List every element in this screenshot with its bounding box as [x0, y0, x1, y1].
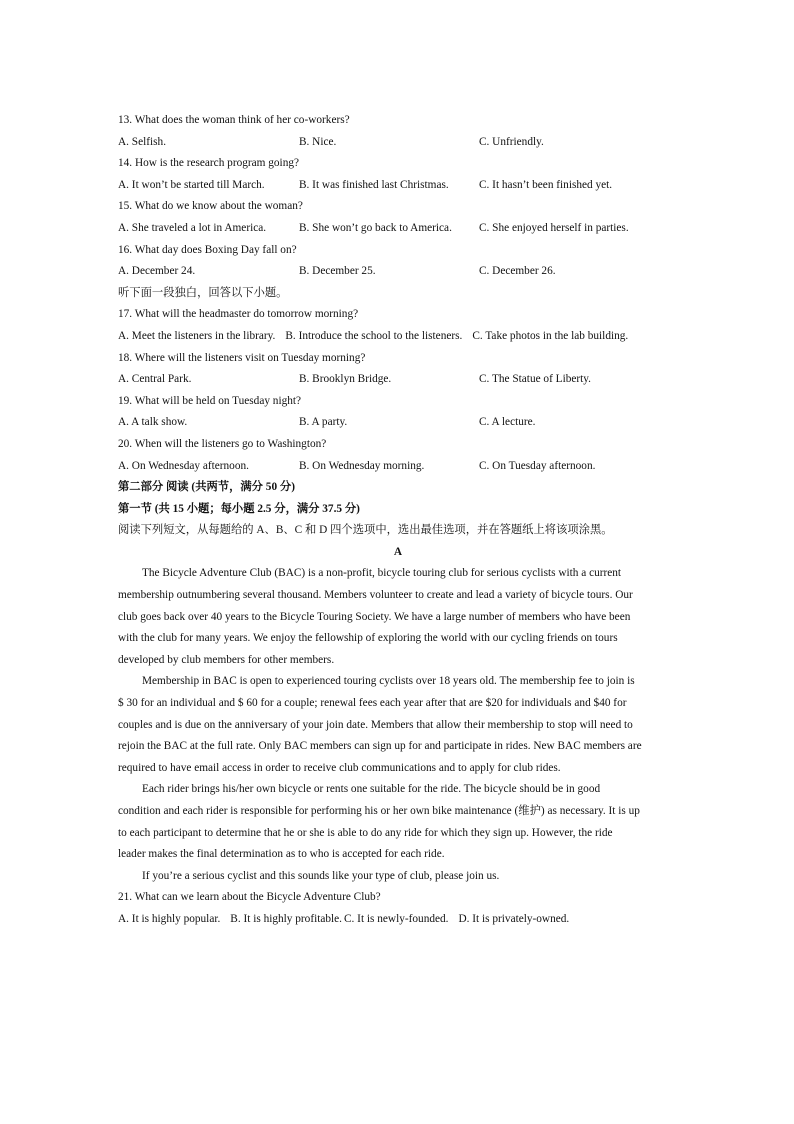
option-c: C. She enjoyed herself in parties. [479, 221, 629, 234]
question-17: 17. What will the headmaster do tomorrow morning? [118, 308, 359, 321]
paragraph-line: Membership in BAC is open to experienced touring cyclists over 18 years old. The membership fee to join is [142, 675, 635, 688]
paragraph-line: Each rider brings his/her own bicycle or rents one suitable for the ride. The bicycle should be in good [142, 783, 601, 796]
paragraph-line: with the club for many years. We enjoy the fellowship of exploring the world with our cycling friends on tours [118, 632, 618, 645]
options-14 [118, 175, 678, 197]
option-a: A. A talk show. [118, 416, 188, 429]
options-19 [118, 412, 678, 434]
option-b: B. She won’t go back to America. [299, 221, 452, 234]
passage-paragraph-4 [118, 866, 678, 888]
options-16 [118, 261, 678, 283]
question-19: 19. What will be held on Tuesday night? [118, 394, 302, 407]
option-b: B. It is highly profitable. [230, 912, 342, 925]
question-20: 20. When will the listeners go to Washington? [118, 437, 327, 450]
option-a: A. She traveled a lot in America. [118, 221, 267, 234]
option-c: C. It is newly-founded. [344, 912, 449, 925]
paragraph-line: club goes back over 40 years to the Bicycle Touring Society. We have a large number of members who have been [118, 610, 631, 623]
paragraph-line: couples and is due on the anniversary of your join date. Members that allow their membership to stop will need to [118, 718, 633, 731]
option-c: C. December 26. [479, 265, 556, 278]
option-b: B. A party. [299, 416, 348, 429]
option-c: C. Take photos in the lab building. [472, 329, 629, 342]
option-b: B. Nice. [299, 135, 337, 148]
paragraph-line: If you’re a serious cyclist and this sounds like your type of club, please join us. [142, 869, 500, 882]
passage-label: A [393, 545, 403, 558]
options-18 [118, 369, 678, 391]
section-one-title: 第一节 (共 15 小题；每小题 2.5 分，满分 37.5 分) [118, 502, 360, 515]
option-b: B. Introduce the school to the listeners. [285, 329, 463, 342]
option-b: B. It was finished last Christmas. [299, 178, 449, 191]
paragraph-line: to each participant to determine that he or she is able to do any ride for which they sign up. However, the ride [118, 826, 613, 839]
option-a: A. It is highly popular. [118, 912, 221, 925]
paragraph-line: rejoin the BAC at the full rate. Only BAC members can sign up for and participate in rides. New BAC members are [118, 740, 642, 753]
option-c: C. Unfriendly. [479, 135, 544, 148]
question-18: 18. Where will the listeners visit on Tuesday morning? [118, 351, 366, 364]
question-15: 15. What do we know about the woman? [118, 200, 303, 213]
option-c: C. On Tuesday afternoon. [479, 459, 596, 472]
reading-instruction: 阅读下列短文，从每题给的 A、B、C 和 D 四个选项中，选出最佳选项，并在答题纸上将该项涂黑。 [118, 524, 613, 537]
question-14: 14. How is the research program going? [118, 157, 300, 170]
option-c: C. The Statue of Liberty. [479, 373, 592, 386]
paragraph-line: required to have email access in order to receive club communications and to apply for club rides. [118, 761, 561, 774]
paragraph-line: The Bicycle Adventure Club (BAC) is a non-profit, bicycle touring club for serious cyclists with a current [142, 567, 622, 580]
options-15 [118, 218, 678, 240]
paragraph-line: leader makes the final determination as to who is accepted for each ride. [118, 848, 445, 861]
question-13: 13. What does the woman think of her co-workers? [118, 114, 350, 126]
option-a: A. Selfish. [118, 135, 167, 148]
options-17 [118, 326, 678, 348]
passage-paragraph-3 [118, 779, 678, 865]
monologue-instruction: 听下面一段独白，回答以下小题。 [118, 286, 288, 299]
option-b: B. On Wednesday morning. [299, 459, 425, 472]
option-a: A. On Wednesday afternoon. [118, 459, 249, 472]
option-a: A. Central Park. [118, 373, 192, 386]
options-21 [118, 909, 678, 931]
options-20 [118, 456, 678, 478]
option-d: D. It is privately-owned. [458, 912, 570, 925]
option-b: B. December 25. [299, 265, 376, 278]
option-c: C. A lecture. [479, 416, 536, 429]
option-a: A. December 24. [118, 265, 196, 278]
paragraph-line: condition and each rider is responsible for performing his or her own bike maintenance (维护) as necessary. It is up [118, 805, 640, 817]
option-a: A. It won’t be started till March. [118, 178, 265, 191]
paragraph-line: $ 30 for an individual and $ 60 for a couple; renewal fees each year after that are $20 for individuals and $40 for [118, 697, 627, 710]
paragraph-line: membership outnumbering several thousand. Members volunteer to create and lead a variety of bicycle tours. Our [118, 589, 633, 602]
question-21: 21. What can we learn about the Bicycle Adventure Club? [118, 891, 381, 904]
paragraph-line: developed by club members for other members. [118, 653, 335, 666]
options-13 [118, 132, 678, 154]
passage-paragraph-2 [118, 671, 678, 779]
question-16: 16. What day does Boxing Day fall on? [118, 243, 297, 256]
option-b: B. Brooklyn Bridge. [299, 373, 392, 386]
part-two-title: 第二部分 阅读 (共两节，满分 50 分) [118, 481, 295, 494]
passage-paragraph-1 [118, 563, 678, 671]
option-a: A. Meet the listeners in the library. [118, 329, 276, 342]
page-content [118, 110, 678, 931]
option-c: C. It hasn’t been finished yet. [479, 178, 613, 191]
